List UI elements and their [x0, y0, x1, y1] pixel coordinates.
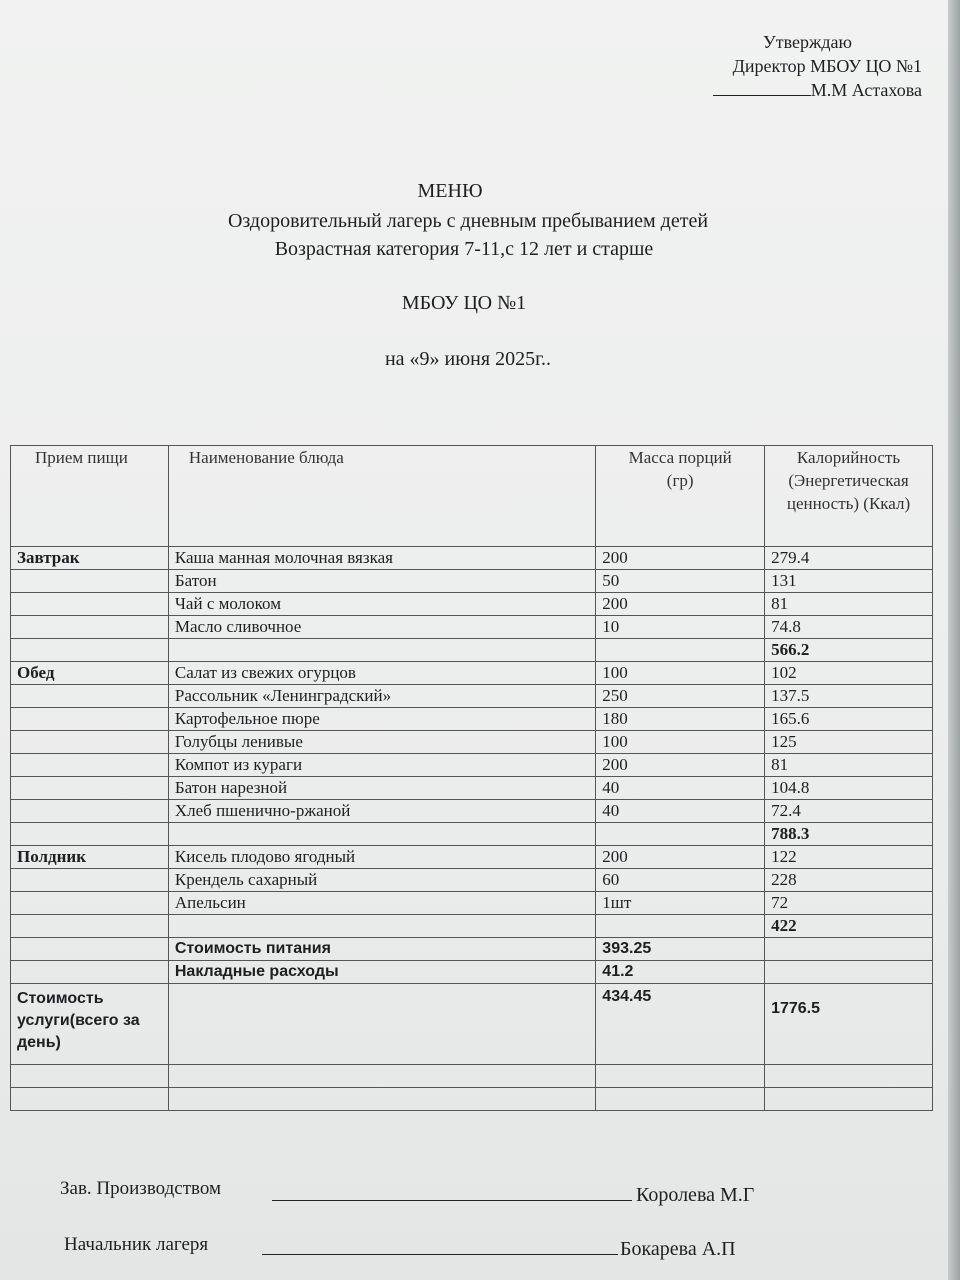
empty-cell [11, 639, 169, 662]
table-row [11, 892, 933, 915]
breakfast-total: 566.2 [765, 639, 933, 662]
empty-cell [596, 823, 765, 846]
dish-mass: 200 [596, 547, 765, 570]
empty-cell [11, 616, 169, 639]
production-head-name: Королева М.Г [636, 1184, 755, 1206]
dish-calories: 131 [765, 570, 933, 593]
dish-mass: 100 [596, 662, 765, 685]
empty-row [11, 1065, 933, 1088]
table-row [11, 800, 933, 823]
camp-description: Оздоровительный лагерь с дневным пребыванием детей [227, 210, 709, 232]
approval-block [713, 30, 922, 102]
empty-cell [11, 915, 169, 938]
empty-cell [765, 938, 933, 961]
dish-name: Батон [168, 570, 595, 593]
page-edge-shadow [948, 0, 960, 1280]
dish-calories: 72.4 [765, 800, 933, 823]
dish-calories: 81 [765, 593, 933, 616]
service-cost-label: Стоимость услуги(всего за день) [11, 984, 169, 1065]
empty-cell [11, 800, 169, 823]
empty-cell [11, 777, 169, 800]
subtotal-row [11, 639, 933, 662]
food-cost-value: 393.25 [596, 938, 765, 961]
empty-cell [11, 708, 169, 731]
dish-mass: 1шт [596, 892, 765, 915]
header-mass: Масса порций (гр) [596, 446, 765, 547]
empty-cell [168, 1088, 595, 1111]
dish-mass: 200 [596, 754, 765, 777]
dish-calories: 72 [765, 892, 933, 915]
header-calories: Калорийность (Энергетическая ценность) (Ккал) [765, 446, 933, 547]
table-row [11, 685, 933, 708]
service-cost-row [11, 984, 933, 1065]
table-row [11, 570, 933, 593]
signature-line [262, 1254, 618, 1255]
header-meal: Прием пищи [11, 446, 169, 547]
table-row [11, 593, 933, 616]
empty-cell [596, 1088, 765, 1111]
age-category: Возрастная категория 7-11,с 12 лет и старше [274, 238, 654, 260]
dish-name: Батон нарезной [168, 777, 595, 800]
empty-cell [11, 869, 169, 892]
dish-mass: 200 [596, 846, 765, 869]
empty-cell [765, 961, 933, 984]
dish-name: Масло сливочное [168, 616, 595, 639]
empty-cell [596, 1065, 765, 1088]
dish-calories: 228 [765, 869, 933, 892]
table-row [11, 754, 933, 777]
empty-cell [765, 1065, 933, 1088]
dish-calories: 81 [765, 754, 933, 777]
dish-calories: 102 [765, 662, 933, 685]
menu-date: на «9» июня 2025г.. [384, 348, 552, 370]
dish-mass: 100 [596, 731, 765, 754]
signature-line [272, 1200, 632, 1201]
approval-label: Утверждаю [762, 32, 852, 52]
subtotal-row [11, 915, 933, 938]
signature-line [713, 81, 811, 96]
menu-table [10, 445, 933, 1111]
empty-cell [168, 984, 595, 1065]
dish-name: Картофельное пюре [168, 708, 595, 731]
dish-mass: 200 [596, 593, 765, 616]
service-calories-total: 1776.5 [765, 984, 933, 1065]
dish-calories: 279.4 [765, 547, 933, 570]
empty-cell [596, 915, 765, 938]
approval-position: Директор МБОУ ЦО №1 [732, 56, 922, 76]
dish-name: Крендель сахарный [168, 869, 595, 892]
empty-cell [11, 570, 169, 593]
dish-name: Хлеб пшенично-ржаной [168, 800, 595, 823]
table-header-row [11, 446, 933, 547]
camp-head-role: Начальник лагеря [64, 1234, 209, 1255]
dish-mass: 60 [596, 869, 765, 892]
dish-name: Чай с молоком [168, 593, 595, 616]
empty-cell [168, 915, 595, 938]
empty-cell [168, 639, 595, 662]
empty-cell [596, 639, 765, 662]
dish-mass: 50 [596, 570, 765, 593]
approval-name: М.М Астахова [810, 80, 922, 100]
camp-head-name: Бокарева А.П [620, 1238, 736, 1260]
empty-cell [11, 1065, 169, 1088]
document-title: МЕНЮ [417, 180, 483, 202]
snack-total: 422 [765, 915, 933, 938]
empty-cell [11, 823, 169, 846]
school-name: МБОУ ЦО №1 [401, 292, 527, 314]
table-row [11, 616, 933, 639]
food-cost-label: Стоимость питания [168, 938, 595, 961]
overhead-value: 41.2 [596, 961, 765, 984]
empty-cell [11, 731, 169, 754]
overhead-label: Накладные расходы [168, 961, 595, 984]
empty-cell [765, 1088, 933, 1111]
production-head-role: Зав. Производством [60, 1178, 222, 1199]
dish-name: Компот из кураги [168, 754, 595, 777]
dish-name: Каша манная молочная вязкая [168, 547, 595, 570]
cost-row [11, 961, 933, 984]
dish-calories: 125 [765, 731, 933, 754]
empty-cell [11, 892, 169, 915]
service-cost-value: 434.45 [596, 984, 765, 1065]
dish-name: Голубцы ленивые [168, 731, 595, 754]
table-row [11, 547, 933, 570]
header-dish: Наименование блюда [168, 446, 595, 547]
dish-name: Апельсин [168, 892, 595, 915]
empty-cell [11, 961, 169, 984]
dish-calories: 104.8 [765, 777, 933, 800]
dish-name: Кисель плодово ягодный [168, 846, 595, 869]
table-row [11, 846, 933, 869]
approval-signature-row [713, 78, 922, 102]
subtotal-row [11, 823, 933, 846]
dish-calories: 122 [765, 846, 933, 869]
dish-mass: 40 [596, 777, 765, 800]
dish-mass: 10 [596, 616, 765, 639]
empty-cell [11, 593, 169, 616]
lunch-total: 788.3 [765, 823, 933, 846]
meal-label-lunch: Обед [11, 662, 169, 685]
dish-calories: 74.8 [765, 616, 933, 639]
empty-cell [11, 938, 169, 961]
dish-name: Салат из свежих огурцов [168, 662, 595, 685]
empty-row [11, 1088, 933, 1111]
dish-mass: 40 [596, 800, 765, 823]
empty-cell [11, 1088, 169, 1111]
table-row [11, 777, 933, 800]
cost-row [11, 938, 933, 961]
empty-cell [168, 1065, 595, 1088]
table-row [11, 708, 933, 731]
empty-cell [11, 685, 169, 708]
meal-label-breakfast: Завтрак [11, 547, 169, 570]
dish-calories: 137.5 [765, 685, 933, 708]
table-row [11, 869, 933, 892]
dish-name: Рассольник «Ленинградский» [168, 685, 595, 708]
dish-mass: 250 [596, 685, 765, 708]
table-row [11, 662, 933, 685]
dish-calories: 165.6 [765, 708, 933, 731]
empty-cell [11, 754, 169, 777]
dish-mass: 180 [596, 708, 765, 731]
empty-cell [168, 823, 595, 846]
meal-label-snack: Полдник [11, 846, 169, 869]
table-row [11, 731, 933, 754]
